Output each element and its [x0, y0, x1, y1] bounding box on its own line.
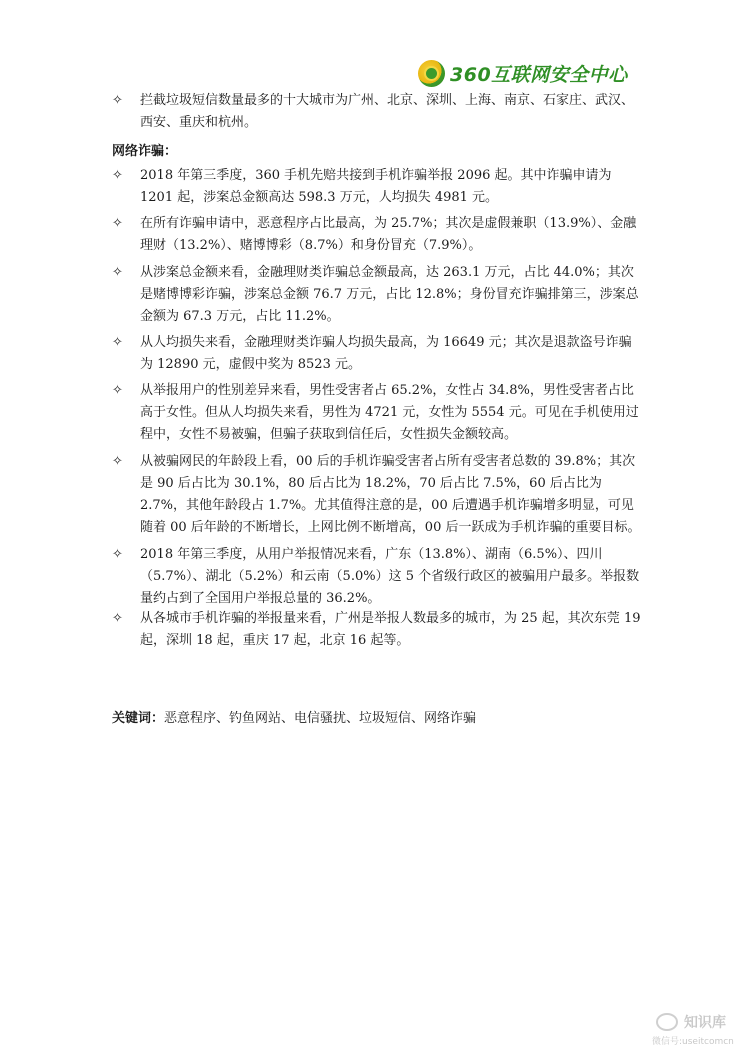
keywords-value: 恶意程序、钓鱼网站、电信骚扰、垃圾短信、网络诈骗 [164, 711, 477, 726]
section-title: 网络诈骗： [112, 144, 178, 159]
list-item [112, 165, 642, 209]
bullet-text: 2018 年第三季度，360 手机先赔共接到手机诈骗举报 2096 起。其中诈骗申请为 1201 起，涉案总金额高达 598.3 万元，人均损失 4981 元。 [140, 168, 612, 205]
bullet-text: 拦截垃圾短信数量最多的十大城市为广州、北京、深圳、上海、南京、石家庄、武汉、西安、重庆和杭州。 [140, 93, 635, 130]
bullet-icon: ✧ [112, 383, 123, 398]
bullet-icon: ✧ [112, 216, 123, 231]
intro-bullet [112, 90, 642, 134]
list-item [112, 262, 642, 328]
bullet-icon: ✧ [112, 168, 123, 183]
list-item [112, 213, 642, 257]
bullet-icon: ✧ [112, 335, 123, 350]
bullet-icon: ✧ [112, 93, 123, 108]
bullet-text: 从举报用户的性别差异来看，男性受害者占 65.2%，女性占 34.8%，男性受害者占比高于女性。但从人均损失来看，男性为 4721 元，女性为 5554 元。可见在手机使用过程中，女性不易被骗，但骗子获取到信任后，女性损失金额较高。 [140, 383, 639, 442]
logo-360 [418, 58, 628, 88]
bullet-text: 从被骗网民的年龄段上看，00 后的手机诈骗受害者占所有受害者总数的 39.8%；其次是 90 后占比为 30.1%，80 后占比为 18.2%，70 后占比 7.5%，60 后占比为 2.7%，其他年龄段占 1.7%。尤其值得注意的是，00 后遭遇手机诈骗增多明显，可见随着 00 后年龄的不断增长，上网比例不断增高，00 后一跃成为手机诈骗的重要目标。 [140, 454, 641, 535]
watermark-brand: 知识库 [684, 1015, 726, 1031]
shield-logo-icon [418, 60, 445, 87]
bullet-text: 从涉案总金额来看，金融理财类诈骗总金额最高，达 263.1 万元，占比 44.0%；其次是赌博博彩诈骗，涉案总金额 76.7 万元，占比 12.8%；身份冒充诈骗排第三，涉案总金额为 67.3 万元，占比 11.2%。 [140, 265, 639, 324]
list-item [112, 380, 642, 446]
watermark-sub: 微信号:useitcomcn [652, 1037, 734, 1047]
keywords-label: 关键词： [112, 711, 165, 726]
bullet-icon: ✧ [112, 265, 123, 280]
list-item [112, 332, 642, 376]
bullet-icon: ✧ [112, 454, 123, 469]
bullet-text: 2018 年第三季度，从用户举报情况来看，广东（13.8%）、湖南（6.5%）、四川（5.7%）、湖北（5.2%）和云南（5.0%）这 5 个省级行政区的被骗用户最多。举报数量约占到了全国用户举报总量的 36.2%。 [140, 547, 640, 606]
wechat-icon [656, 1013, 678, 1031]
bullet-text: 在所有诈骗申请中，恶意程序占比最高，为 25.7%；其次是虚假兼职（13.9%）、金融理财（13.2%）、赌博博彩（8.7%）和身份冒充（7.9%）。 [140, 216, 637, 253]
bullet-text: 从各城市手机诈骗的举报量来看，广州是举报人数最多的城市，为 25 起，其次东莞 19 起，深圳 18 起，重庆 17 起，北京 16 起等。 [140, 611, 641, 648]
list-item [112, 544, 642, 610]
bullet-icon: ✧ [112, 547, 123, 562]
bullet-text: 从人均损失来看，金融理财类诈骗人均损失最高，为 16649 元；其次是退款盗号诈骗为 12890 元，虚假中奖为 8523 元。 [140, 335, 632, 372]
watermark [652, 1012, 734, 1047]
logo-text: 360互联网安全中心 [450, 63, 628, 86]
list-item [112, 608, 642, 652]
keywords-line [112, 707, 476, 726]
list-item [112, 451, 642, 539]
bullet-icon: ✧ [112, 611, 123, 626]
